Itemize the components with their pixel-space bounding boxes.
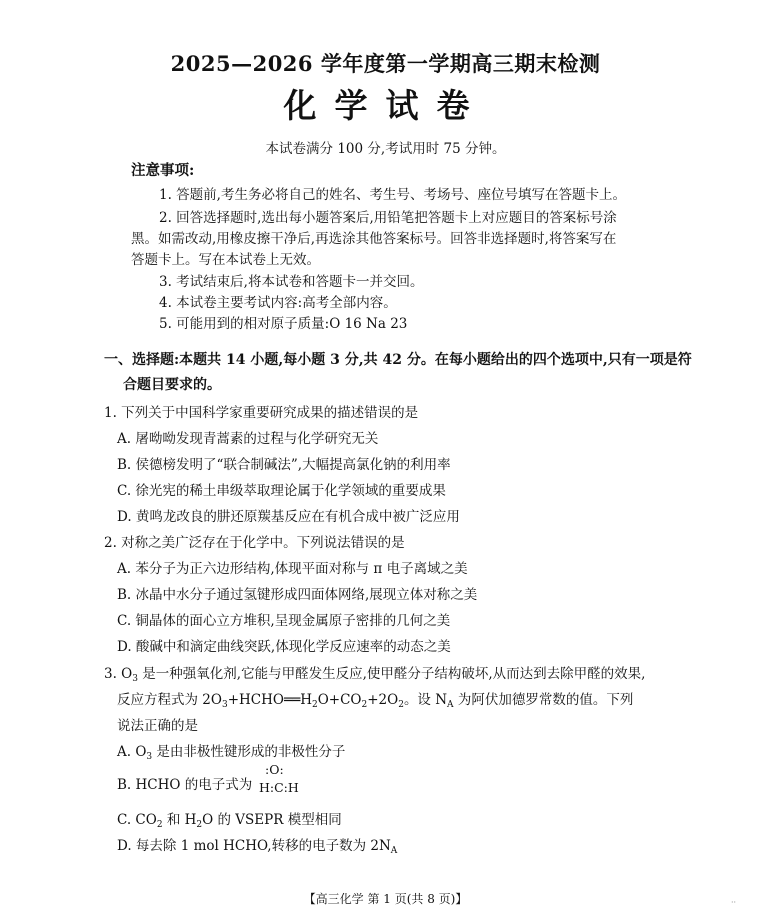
section-heading: 一、选择题:本题共 14 小题,每小题 3 分,共 42 分。在每小题给出的四个选项中,只有一项是符 xyxy=(104,352,692,368)
page-footer: 【高三化学 第 1 页(共 8 页)】 xyxy=(303,892,468,906)
q1-option-a: A. 屠呦呦发现青蒿素的过程与化学研究无关 xyxy=(117,431,379,447)
q2-option-b: B. 冰晶中水分子通过氢键形成四面体网络,展现立体对称之美 xyxy=(117,587,478,603)
notice-item-2-cont: 黑。如需改动,用橡皮擦干净后,再选涂其他答案标号。回答非选择题时,将答案写在 xyxy=(131,231,617,247)
lewis-carbon-row: H:C:H xyxy=(259,780,299,795)
q3-stem-line3: 说法正确的是 xyxy=(117,718,198,734)
notice-item-1: 1. 答题前,考生务必将自己的姓名、考生号、考场号、座位号填写在答题卡上。 xyxy=(159,187,626,203)
notice-item-3: 3. 考试结束后,将本试卷和答题卡一并交回。 xyxy=(159,274,424,290)
q2-stem: 2. 对称之美广泛存在于化学中。下列说法错误的是 xyxy=(104,535,405,551)
q2-option-d: D. 酸碱中和滴定曲线突跃,体现化学反应速率的动态之美 xyxy=(117,639,451,655)
q2-option-c: C. 铜晶体的面心立方堆积,呈现金属原子密排的几何之美 xyxy=(117,613,451,629)
notice-heading: 注意事项: xyxy=(131,162,195,179)
q3-option-c: C. $CO_2$ 和 $H_2O$ 的 VSEPR 模型相同 xyxy=(117,812,342,830)
subject-title: 化学试卷 xyxy=(283,86,488,125)
q1-option-b: B. 侯德榜发明了“联合制碱法”,大幅提高氯化钠的利用率 xyxy=(117,457,451,473)
notice-item-5: 5. 可能用到的相对原子质量:O 16 Na 23 xyxy=(159,316,408,332)
q1-option-d: D. 黄鸣龙改良的肼还原羰基反应在有机合成中被广泛应用 xyxy=(117,509,460,525)
q3-stem-line1: 3. $O_3$ 是一种强氧化剂,它能与甲醛发生反应,使甲醛分子结构破坏,从而达到去除甲醛的效果, xyxy=(104,666,646,684)
lewis-oxygen: :O: xyxy=(265,762,284,777)
q2-option-a: A. 苯分子为正六边形结构,体现平面对称与 π 电子离域之美 xyxy=(117,561,468,577)
q3-stem-line2: 反应方程式为 $2O_3+HCHO══H_2O+CO_2+2O_2$。设 $N_A$ 为阿伏加德罗常数的值。下列 xyxy=(117,692,634,710)
q1-option-c: C. 徐光宪的稀土串级萃取理论属于化学领域的重要成果 xyxy=(117,483,446,499)
q3-option-b: B. HCHO 的电子式为 xyxy=(117,777,253,793)
q1-stem: 1. 下列关于中国科学家重要研究成果的描述错误的是 xyxy=(104,405,419,421)
q3-option-d: D. 每去除 1 mol HCHO,转移的电子数为 $2N_A$ xyxy=(117,838,398,856)
corner-mark: ·· xyxy=(731,898,737,907)
notice-item-4: 4. 本试卷主要考试内容:高考全部内容。 xyxy=(159,295,397,311)
notice-item-2: 2. 回答选择题时,选出每小题答案后,用铅笔把答题卡上对应题目的答案标号涂 xyxy=(159,210,617,226)
exam-info: 本试卷满分 100 分,考试用时 75 分钟。 xyxy=(265,141,506,157)
section-heading-cont: 合题目要求的。 xyxy=(123,377,221,393)
q3-option-a: A. $O_3$ 是由非极性键形成的非极性分子 xyxy=(117,744,346,762)
hcho-lewis-structure xyxy=(259,762,299,798)
exam-title: 2025—2026 学年度第一学期高三期末检测 xyxy=(170,51,601,76)
notice-item-2-cont2: 答题卡上。写在本试卷上无效。 xyxy=(131,252,320,268)
